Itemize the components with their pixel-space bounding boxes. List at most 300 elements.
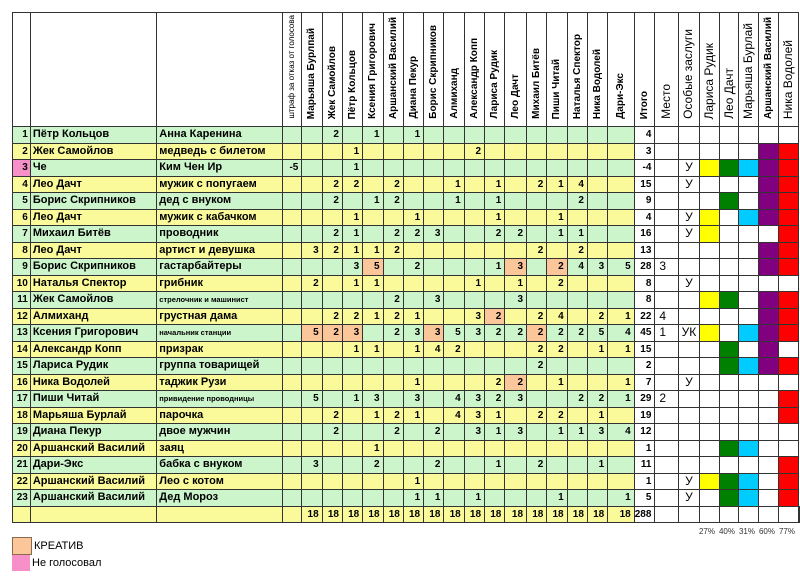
total-cell: 15 [634,341,655,358]
score-cell [302,358,322,375]
score-cell [587,473,607,490]
score-cell [527,440,547,457]
author-name: Аршанский Василий [30,490,156,507]
score-cell: 1 [363,275,383,292]
score-cell [444,226,464,243]
special-mark-cell [759,457,779,474]
place-cell [655,374,679,391]
special-mark-cell [739,242,759,259]
legend-swatch-not-voted [12,555,30,571]
header-special-label: Лариса Рудик [701,42,716,119]
score-cell: 2 [547,275,567,292]
score-cell: 2 [505,226,527,243]
table-row [13,424,800,441]
score-cell [424,143,444,160]
character-name: Анна Каренина [157,127,282,144]
special-mark-cell [699,490,719,507]
header-merit-label: Особые заслуги [681,29,696,119]
header-voter-label: Диана Пекур [407,56,419,119]
special-mark-cell [699,308,719,325]
merit-cell [679,440,700,457]
row-number: 12 [13,308,31,325]
place-cell [655,127,679,144]
score-cell: 4 [444,407,464,424]
author-name: Диана Пекур [30,424,156,441]
score-cell: 3 [505,292,527,309]
score-cell [383,391,403,408]
merit-cell [679,391,700,408]
special-mark-cell [699,407,719,424]
column-total: 18 [608,506,635,523]
score-cell: 2 [322,242,342,259]
special-mark-cell [739,209,759,226]
place-cell [655,341,679,358]
score-cell [567,308,587,325]
special-mark-cell [779,143,799,160]
column-total: 18 [587,506,607,523]
character-name: заяц [157,440,282,457]
score-cell: 1 [403,374,423,391]
score-cell [322,259,342,276]
score-cell: 1 [587,457,607,474]
score-cell: 1 [342,209,362,226]
score-cell [608,407,635,424]
score-cell [383,275,403,292]
special-mark-cell [759,127,779,144]
place-cell [655,160,679,177]
special-mark-cell [719,127,739,144]
special-mark-cell [719,209,739,226]
header-voter-label: Аршанский Василий [387,16,399,119]
merit-cell [679,457,700,474]
special-mark-cell [739,457,759,474]
total-cell: 11 [634,457,655,474]
score-cell [403,424,423,441]
special-mark-cell [699,358,719,375]
place-cell [655,407,679,424]
score-cell [302,424,322,441]
special-mark-cell [719,176,739,193]
header-blank [157,13,282,127]
score-cell: 4 [608,424,635,441]
header-voter [342,13,362,127]
score-cell [608,176,635,193]
merit-cell [679,143,700,160]
special-mark-cell [759,358,779,375]
score-cell [424,308,444,325]
score-cell: 3 [587,259,607,276]
header-voter-label: Александр Копп [468,38,480,119]
score-cell: 3 [505,259,527,276]
score-cell [302,308,322,325]
penalty-cell [282,308,302,325]
special-mark-cell [719,259,739,276]
score-cell [424,259,444,276]
score-cell: 1 [567,424,587,441]
score-cell: 2 [587,308,607,325]
penalty-cell [282,176,302,193]
score-cell [444,259,464,276]
score-cell [322,292,342,309]
score-cell: 1 [608,308,635,325]
penalty-cell [282,292,302,309]
score-cell [424,160,444,177]
total-cell: 9 [634,193,655,210]
row-number: 13 [13,325,31,342]
score-cell: 2 [383,424,403,441]
total-cell: 16 [634,226,655,243]
score-cell [444,457,464,474]
special-mark-cell [739,193,759,210]
blank-cell [282,506,302,523]
special-mark-cell [719,242,739,259]
score-cell: 2 [547,325,567,342]
character-name: гастарбайтеры [157,259,282,276]
special-mark-cell [699,259,719,276]
author-name: Алмиханд [30,308,156,325]
header-voter-label: Ксения Григорович [367,23,379,119]
header-voter [424,13,444,127]
special-mark-cell [759,440,779,457]
score-cell: 1 [464,490,484,507]
header-voter-label: Марьяша Бурлпай [306,27,318,119]
special-mark-cell [739,325,759,342]
special-mark-cell [759,242,779,259]
blank-cell [157,506,282,523]
score-cell [424,473,444,490]
score-cell [383,143,403,160]
header-special [759,13,779,127]
header-blank [30,13,156,127]
header-voter [608,13,635,127]
character-name: стрелочник и машинист [157,292,282,309]
merit-cell [679,292,700,309]
table-row [13,193,800,210]
score-cell: 2 [527,407,547,424]
score-cell: 1 [485,424,505,441]
special-mark-cell [779,308,799,325]
blank-cell [719,506,739,523]
total-cell: 1 [634,473,655,490]
special-mark-cell [779,473,799,490]
legend-label-creative: КРЕАТИВ [34,540,84,552]
table-row [13,325,800,342]
score-cell [505,490,527,507]
character-name: привидение проводницы [157,391,282,408]
special-mark-cell [739,275,759,292]
table-row [13,308,800,325]
score-cell: 2 [322,127,342,144]
score-cell: 3 [302,457,322,474]
score-cell [505,242,527,259]
author-name: Ксения Григорович [30,325,156,342]
score-cell: 1 [363,308,383,325]
score-cell: 3 [403,391,423,408]
table-row [13,160,800,177]
score-cell [505,407,527,424]
row-number: 20 [13,440,31,457]
score-cell: 1 [567,226,587,243]
blank-cell [759,506,779,523]
score-cell [587,160,607,177]
place-cell [655,358,679,375]
score-cell [342,358,362,375]
total-cell: 4 [634,209,655,226]
merit-cell: У [679,226,700,243]
score-cell: 5 [608,259,635,276]
score-cell [444,374,464,391]
score-cell: 2 [322,325,342,342]
score-cell [464,242,484,259]
header-voter-label: Дари-Экс [615,73,627,119]
table-row [13,374,800,391]
merit-cell [679,259,700,276]
score-cell [322,457,342,474]
total-cell: 13 [634,242,655,259]
score-cell: 1 [485,457,505,474]
special-mark-cell [779,407,799,424]
score-cell [527,193,547,210]
score-cell [424,127,444,144]
author-name: Пиши Читай [30,391,156,408]
score-cell: 1 [587,407,607,424]
score-cell: 1 [342,143,362,160]
score-cell [302,127,322,144]
score-cell: 4 [567,259,587,276]
score-cell: 2 [383,193,403,210]
score-cell [444,143,464,160]
score-cell [302,176,322,193]
header-voter [444,13,464,127]
special-mark-cell [739,358,759,375]
score-cell [444,242,464,259]
special-mark-cell [739,473,759,490]
score-cell: 2 [383,308,403,325]
score-cell [464,259,484,276]
score-cell [322,440,342,457]
score-cell: 1 [363,242,383,259]
special-mark-cell [739,226,759,243]
score-cell: 2 [383,325,403,342]
special-mark-cell [779,193,799,210]
penalty-cell [282,226,302,243]
score-cell [342,440,362,457]
score-cell [464,457,484,474]
penalty-cell [282,457,302,474]
header-penalty [282,13,302,127]
score-cell: 1 [342,341,362,358]
special-mark-cell [779,325,799,342]
total-cell: 4 [634,127,655,144]
place-cell [655,209,679,226]
score-cell [608,226,635,243]
score-cell: 2 [527,325,547,342]
score-cell: 1 [342,242,362,259]
score-cell [424,176,444,193]
score-cell [322,275,342,292]
column-total: 18 [342,506,362,523]
total-cell: -4 [634,160,655,177]
character-name: медведь с билетом [157,143,282,160]
score-cell [403,143,423,160]
special-mark-cell [739,127,759,144]
special-mark-cell [699,209,719,226]
special-mark-cell [779,440,799,457]
score-cell: 2 [527,176,547,193]
total-cell: 1 [634,440,655,457]
total-cell: 12 [634,424,655,441]
row-number: 5 [13,193,31,210]
special-mark-cell [739,160,759,177]
total-cell: 29 [634,391,655,408]
row-number: 10 [13,275,31,292]
blank-cell [679,506,700,523]
score-cell [424,358,444,375]
score-cell [485,127,505,144]
table-row [13,457,800,474]
score-cell [608,160,635,177]
score-cell [383,374,403,391]
score-cell [608,127,635,144]
column-total: 18 [485,506,505,523]
score-cell [444,308,464,325]
special-mark-cell [779,127,799,144]
character-name: Дед Мороз [157,490,282,507]
table-row [13,292,800,309]
character-name: таджик Рузи [157,374,282,391]
character-name: артист и девушка [157,242,282,259]
special-mark-cell [779,259,799,276]
special-mark-cell [699,176,719,193]
score-cell [424,242,444,259]
column-total: 18 [567,506,587,523]
score-cell [403,193,423,210]
penalty-cell [282,440,302,457]
special-mark-cell [759,143,779,160]
score-cell [608,275,635,292]
table-row [13,143,800,160]
header-voter [363,13,383,127]
total-cell: 8 [634,275,655,292]
character-name: мужик с кабачком [157,209,282,226]
row-number: 8 [13,242,31,259]
special-mark-cell [739,341,759,358]
score-cell [302,193,322,210]
score-cell [302,259,322,276]
row-number: 17 [13,391,31,408]
merit-cell [679,341,700,358]
place-cell [655,242,679,259]
score-cell: 3 [424,226,444,243]
special-mark-cell [699,226,719,243]
row-number: 16 [13,374,31,391]
score-cell: 1 [485,176,505,193]
score-cell [547,391,567,408]
score-cell [587,358,607,375]
score-cell: 4 [608,325,635,342]
header-place-label: Место [659,84,674,119]
header-voter-label: Ника Водолей [592,48,604,119]
column-total: 18 [527,506,547,523]
place-cell [655,457,679,474]
score-cell: 1 [608,341,635,358]
score-cell: 1 [464,275,484,292]
score-cell [567,407,587,424]
score-cell [464,358,484,375]
table-row [13,259,800,276]
score-cell [485,275,505,292]
special-mark-cell [779,242,799,259]
score-cell [302,374,322,391]
score-cell: 1 [342,160,362,177]
score-cell: 2 [302,275,322,292]
score-cell [567,292,587,309]
score-cell [403,242,423,259]
score-cell: 2 [547,341,567,358]
score-cell [444,127,464,144]
character-name: Лео с котом [157,473,282,490]
row-number: 3 [13,160,31,177]
special-mark-cell [759,374,779,391]
special-mark-cell [719,473,739,490]
score-cell [587,374,607,391]
score-cell [505,127,527,144]
special-mark-cell [759,325,779,342]
header-voter [527,13,547,127]
penalty-cell [282,325,302,342]
column-total: 18 [383,506,403,523]
merit-cell: У [679,176,700,193]
header-special-label: Марьяша Бурлай [741,23,756,119]
score-cell: 1 [547,374,567,391]
table-row [13,176,800,193]
penalty-cell [282,358,302,375]
score-cell [342,193,362,210]
score-cell [587,193,607,210]
score-cell [505,358,527,375]
score-cell: 2 [505,325,527,342]
score-cell [383,490,403,507]
author-name: Лео Дачт [30,176,156,193]
score-cell [587,440,607,457]
header-voter-label: Михаил Битёв [531,48,543,119]
score-cell [302,209,322,226]
special-mark-cell [779,424,799,441]
merit-cell [679,358,700,375]
score-cell [464,473,484,490]
score-cell: 1 [424,490,444,507]
score-cell: 3 [464,325,484,342]
score-cell [342,292,362,309]
header-special [739,13,759,127]
score-cell [464,341,484,358]
score-cell: 2 [383,407,403,424]
score-cell [464,292,484,309]
author-name: Лариса Рудик [30,358,156,375]
special-mark-cell [739,176,759,193]
blank-cell [779,506,799,523]
merit-cell [679,193,700,210]
score-cell [424,440,444,457]
score-cell [547,143,567,160]
merit-cell: У [679,473,700,490]
score-cell [485,292,505,309]
score-cell [547,473,567,490]
score-cell: 5 [587,325,607,342]
score-cell: 3 [587,424,607,441]
place-cell [655,440,679,457]
penalty-cell [282,391,302,408]
